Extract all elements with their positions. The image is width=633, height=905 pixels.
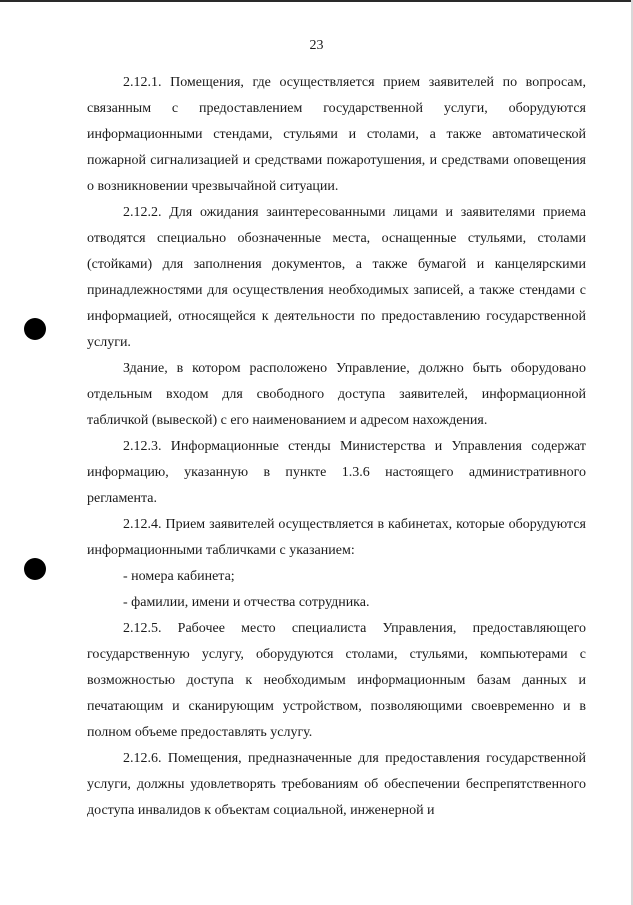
paragraph-2-12-4: 2.12.4. Прием заявителей осуществляется в кабинетах, которые оборудуются информационными табличками с указанием: [87, 517, 586, 558]
list-item-employee-name: - фамилии, имени и отчества сотрудника. [123, 595, 370, 610]
paragraph-2-12-6: 2.12.6. Помещения, предназначенные для предоставления государственной услуги, должны удовлетворять требованиям об обеспечении беспрепятственного доступа инвалидов к объектам социальной, инженерной и [87, 751, 586, 818]
punch-hole-top [24, 318, 46, 340]
page-number: 23 [309, 38, 324, 53]
punch-hole-bottom [24, 558, 46, 580]
page-top-edge [0, 0, 633, 2]
paragraph-building: Здание, в котором расположено Управление, должно быть оборудовано отдельным входом для свободного доступа заявителей, информационной табличкой (вывеской) с его наименованием и адресом нахождения. [87, 361, 586, 428]
list-item-room-number: - номера кабинета; [123, 569, 235, 584]
paragraph-2-12-2: 2.12.2. Для ожидания заинтересованными лицами и заявителями приема отводятся специально обозначенные места, оснащенные стульями, столами (стойками) для заполнения документов, а также бумагой и канцелярскими принадлежностями для осуществления необходимых записей, а также стендами с информацией, относящейся к деятельности по предоставлению государственной услуги. [87, 205, 586, 350]
paragraph-2-12-1: 2.12.1. Помещения, где осуществляется прием заявителей по вопросам, связанным с предоставлением государственной услуги, оборудуются информационными стендами, стульями и столами, а также автоматической пожарной сигнализацией и средствами пожаротушения, и средствами оповещения о возникновении чрезвычайной ситуации. [87, 75, 586, 194]
paragraph-2-12-3: 2.12.3. Информационные стенды Министерства и Управления содержат информацию, указанную в пункте 1.3.6 настоящего административного регламента. [87, 439, 586, 506]
paragraph-2-12-5: 2.12.5. Рабочее место специалиста Управления, предоставляющего государственную услугу, оборудуются столами, стульями, компьютерами с возможностью доступа к необходимым информационным базам данных и печатающим и сканирующим устройством, позволяющими своевременно и в полном объеме предоставлять услугу. [87, 621, 586, 740]
document-body [87, 70, 586, 824]
